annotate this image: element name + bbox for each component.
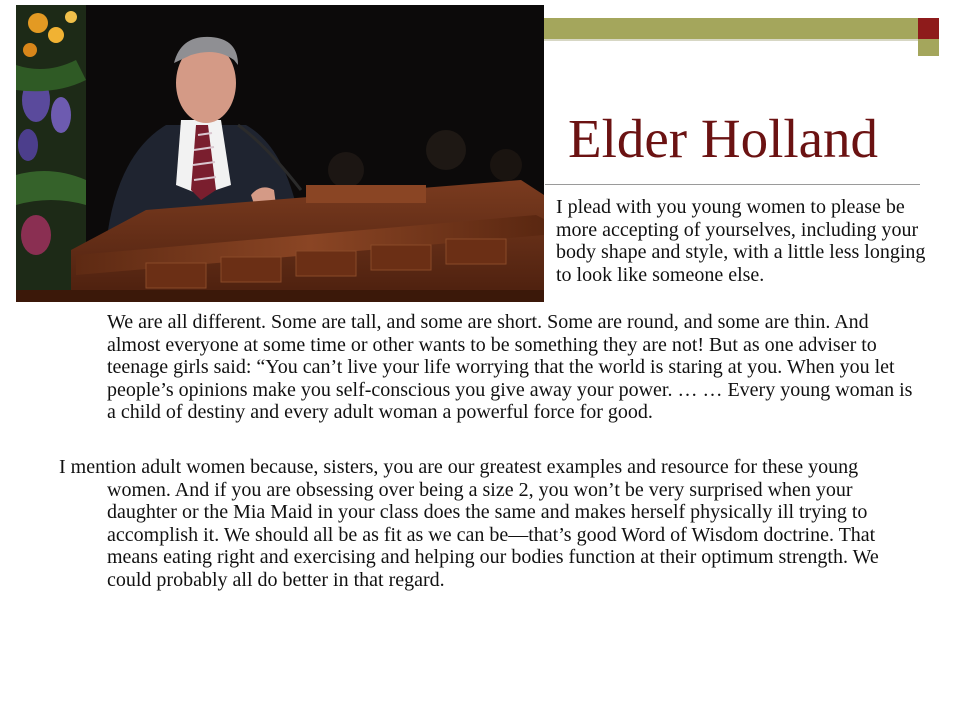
- title-underline: [545, 184, 920, 185]
- speaker-photo: [16, 5, 544, 302]
- header-divider: [540, 39, 918, 41]
- quote-paragraph-second: I mention adult women because, sisters, you are our greatest examples and resource for these young women. And if you are obsessing over being a size 2, you won’t be very surprised when your daughter or the Mia Maid in your class does the same and makes herself physically ill trying to accomplish it. We should all be as fit as we can be—that’s good Word of Wisdom doctrine. That means eating right and exercising and helping our bodies function at their optimum strength. We could probably all do better in that regard.: [59, 456, 879, 591]
- header-accent-red-square: [918, 18, 939, 39]
- slide-title: Elder Holland: [568, 108, 879, 169]
- quote-paragraph-intro: I plead with you young women to please be more accepting of yourselves, including your body shape and style, with a little less longing to look like someone else.: [556, 196, 926, 286]
- header-accent-bar: [540, 18, 918, 39]
- quote-paragraph-continued: We are all different. Some are tall, and some are short. Some are round, and some are thin. And almost everyone at some time or other wants to be something they are not! But as one adviser to teenage girls said: “You can’t live your life worrying that the world is staring at you. When you let people’s opinions make you self-conscious you give away your power. … … Every young woman is a child of destiny and every adult woman a powerful force for good.: [107, 311, 913, 424]
- header-accent-olive-square: [918, 39, 939, 56]
